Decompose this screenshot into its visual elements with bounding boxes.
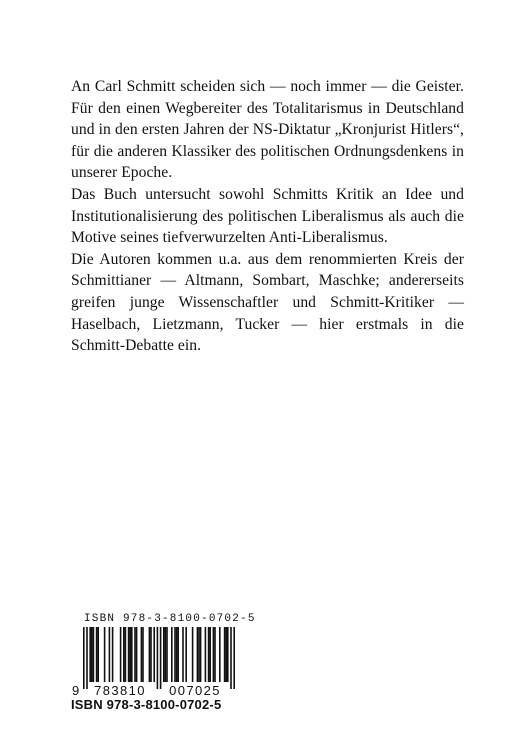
barcode-bar bbox=[176, 627, 178, 682]
barcode-bar bbox=[96, 627, 98, 682]
barcode-bar bbox=[97, 627, 99, 682]
barcode-bar bbox=[224, 627, 226, 682]
barcode-bar bbox=[209, 627, 211, 682]
barcode-bar bbox=[205, 627, 207, 682]
isbn-barcode-block bbox=[71, 613, 256, 713]
barcode-bar bbox=[182, 627, 184, 682]
barcode-bar bbox=[177, 627, 179, 682]
barcode-bar bbox=[160, 627, 162, 689]
barcode-bar bbox=[214, 627, 216, 682]
barcode-bar bbox=[131, 627, 133, 682]
isbn-text-bottom: ISBN 978-3-8100-0702-5 bbox=[71, 697, 222, 712]
barcode-bar bbox=[153, 627, 155, 682]
barcode-bar bbox=[197, 627, 199, 682]
barcode-bar bbox=[125, 627, 127, 682]
barcode-bar bbox=[163, 627, 165, 682]
barcode-bar bbox=[120, 627, 122, 682]
barcode-bar bbox=[128, 627, 130, 682]
barcode-bar bbox=[198, 627, 200, 682]
barcode-bar bbox=[230, 627, 232, 689]
barcode-bar bbox=[213, 627, 215, 682]
barcode-bar bbox=[185, 627, 187, 682]
barcode-bar bbox=[112, 627, 114, 682]
barcode-bar bbox=[109, 627, 111, 682]
barcode-bar bbox=[225, 627, 227, 682]
barcode-bar bbox=[200, 627, 202, 682]
barcode-bar bbox=[227, 627, 229, 682]
barcode-bar bbox=[86, 627, 88, 689]
barcode-bar bbox=[165, 627, 167, 682]
barcode-bar bbox=[141, 627, 143, 682]
barcode-left-digits: 783810 bbox=[94, 683, 146, 697]
barcode-first-digit: 9 bbox=[72, 683, 80, 697]
blurb-paragraph-3: Die Autoren kommen u.a. aus dem renommierten Kreis der Schmittianer — Altmann, Sombart, Maschke; andererseits greifen junge Wissenschaftler und Schmitt-Kritiker — Haselbach, Lietzmann, Tucker — hier erstmals in die Schmitt-Debatte ein. bbox=[71, 250, 464, 355]
barcode-bar bbox=[174, 627, 176, 682]
barcode-bar bbox=[91, 627, 93, 682]
barcode-bar bbox=[150, 627, 152, 682]
barcode-bar bbox=[142, 627, 144, 682]
barcode-right-digits: 007025 bbox=[169, 683, 221, 697]
barcode-bar bbox=[89, 627, 91, 682]
barcode-bar bbox=[104, 627, 106, 682]
barcode-bar bbox=[149, 627, 151, 682]
barcode-bar bbox=[136, 627, 138, 682]
barcode-bar bbox=[219, 627, 221, 682]
blurb-paragraph-1: An Carl Schmitt scheiden sich — noch immer — die Geister. Für den einen Wegbereiter des Totalitarismus in Deutschland und in den ersten Jahren der NS-Diktatur „Kronjurist Hitlers“, für die anderen Klassiker des politischen Ordnungsdenkens in unserer Epoche. bbox=[71, 78, 464, 182]
barcode-bar bbox=[83, 627, 85, 689]
barcode-bar bbox=[129, 627, 131, 682]
barcode-bar bbox=[93, 627, 95, 682]
barcode-bar bbox=[233, 627, 235, 689]
barcode-bar bbox=[123, 627, 125, 682]
barcode-bar bbox=[157, 627, 159, 689]
barcode-bar bbox=[134, 627, 136, 682]
barcode-bar bbox=[171, 627, 173, 682]
barcode-bar bbox=[166, 627, 168, 682]
ean13-barcode bbox=[71, 627, 246, 697]
barcode-bar bbox=[192, 627, 194, 682]
blurb-paragraph-2: Das Buch untersucht sowohl Schmitts Kritik an Idee und Institutionalisierung des politischen Liberalismus als auch die Motive seines tiefverwurzelten Anti-Liberalismus. bbox=[71, 185, 464, 247]
isbn-text-top: ISBN 978-3-8100-0702-5 bbox=[84, 613, 256, 625]
barcode-bar bbox=[208, 627, 210, 682]
back-cover-blurb bbox=[71, 76, 464, 357]
